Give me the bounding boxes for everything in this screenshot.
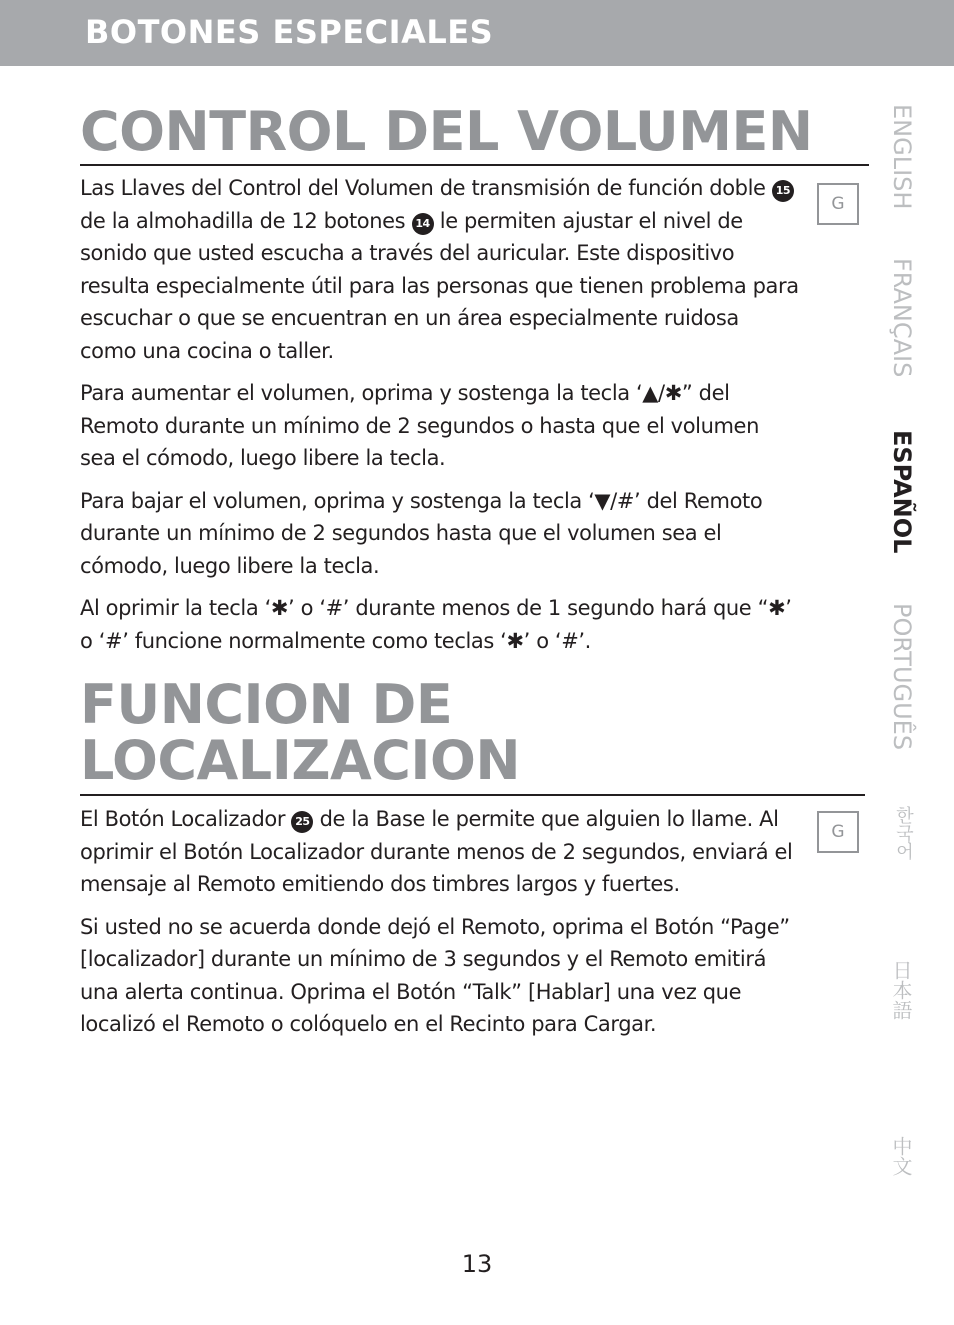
volume-body [80,172,800,667]
page-number: 13 [461,1250,493,1278]
header-bar [0,0,954,66]
paragraph: Si usted no se acuerda donde dejó el Remoto, oprima el Botón “Page” [localizador] durante un mínimo de 3 segundos y el Remoto emitirá una alerta continua. Oprima el Botón “Talk” [Hablar] una vez que localizó el Remoto o colóquelo en el Recinto para Cargar. [80,914,790,1036]
language-tab-english[interactable]: ENGLISH [888,104,916,210]
header-title: BOTONES ESPECIALES [85,13,494,51]
paragraph: El Botón Localizador 25 de la Base le permite que alguien lo llame. Al oprimir el Botón Localizador durante menos de 2 segundos, enviará el mensaje al Remoto emitiendo dos timbres largos y fuertes. [80,807,793,896]
section-title-locator-line1: FUNCION DE [80,673,453,736]
section-marker: G [817,811,859,853]
paragraph: Al oprimir la tecla ‘✱’ o ‘#’ durante menos de 1 segundo hará que “✱’ o ‘#’ funcione normalmente como teclas ‘✱’ o ‘#’. [80,596,792,653]
reference-number-badge: 14 [412,213,434,235]
language-tab-chinese[interactable]: 中文 [889,1136,913,1176]
title-divider [80,794,865,796]
language-tab-japanese[interactable]: 日本語 [889,960,913,1020]
title-divider [80,164,869,166]
paragraph: Las Llaves del Control del Volumen de transmisión de función doble 15 de la almohadilla de 12 botones 14 le permiten ajustar el nivel de sonido que usted escucha a través del auricular. Este dispositivo resulta especialmente útil para las personas que tienen problema para escuchar o que se encuentran en un área especialmente ruidosa como una cocina o taller. [80,176,799,363]
language-tab-korean[interactable]: 한국어 [893,806,914,860]
reference-number-badge: 25 [291,811,313,833]
language-tab-portugues[interactable]: PORTUGUÊS [888,603,916,751]
locator-body [80,803,800,1051]
reference-number-badge: 15 [772,180,794,202]
section-marker: G [817,183,859,225]
language-tab-francais[interactable]: FRANÇAIS [888,258,916,378]
section-title-volume: CONTROL DEL VOLUMEN [80,100,813,163]
section-title-locator-line2: LOCALIZACION [80,729,521,792]
language-tab-espanol[interactable]: ESPAÑOL [888,430,916,554]
language-tabs [866,100,916,1200]
paragraph: Para bajar el volumen, oprima y sostenga la tecla ‘▼/#’ del Remoto durante un mínimo de 2 segundos hasta que el volumen sea el cómodo, luego libere la tecla. [80,488,763,578]
paragraph: Para aumentar el volumen, oprima y sostenga la tecla ‘▲/✱” del Remoto durante un mínimo de 2 segundos o hasta que el volumen sea el cómodo, luego libere la tecla. [80,381,759,470]
